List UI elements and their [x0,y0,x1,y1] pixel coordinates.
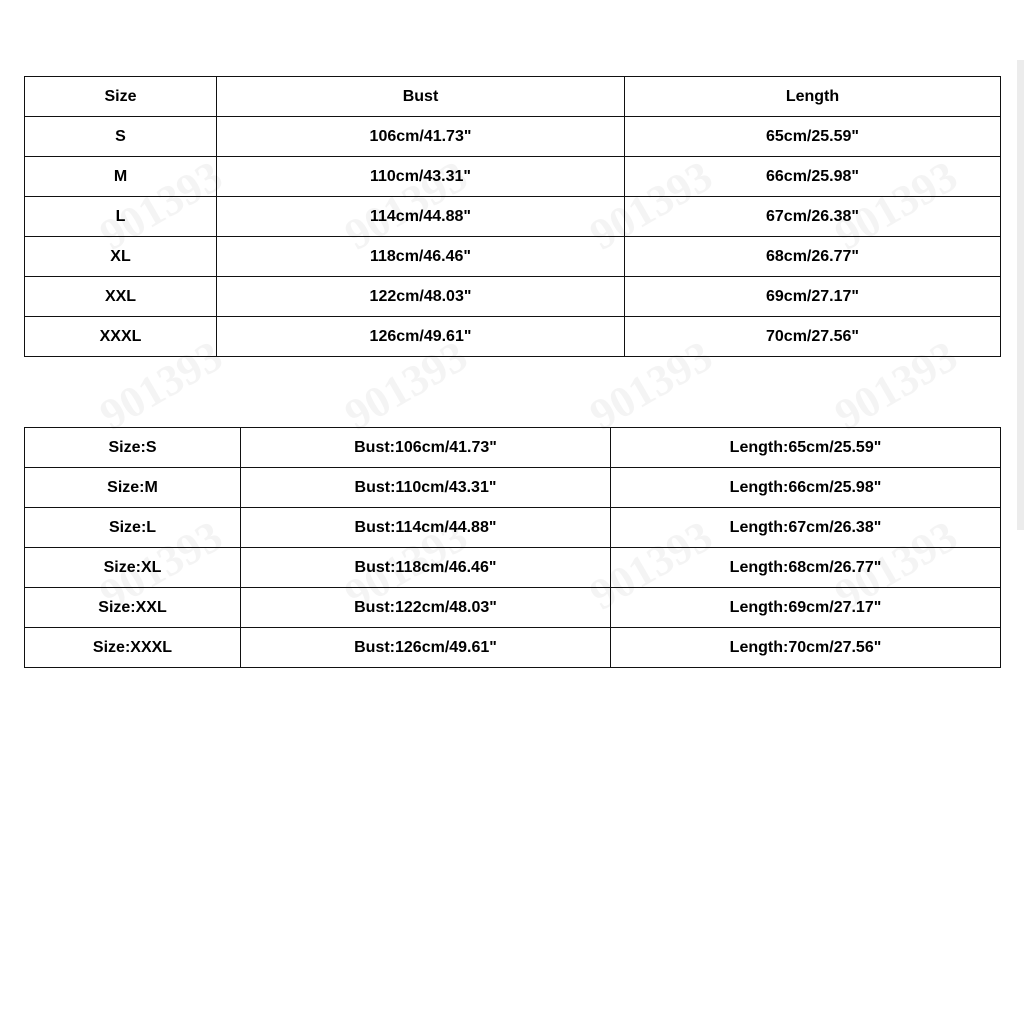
right-edge-strip [1017,60,1024,530]
table-row [25,277,1001,317]
bust-cell: Bust:106cm/41.73" [241,428,611,468]
length-cell: 65cm/25.59" [625,117,1001,157]
length-cell: 68cm/26.77" [625,237,1001,277]
bust-cell: Bust:118cm/46.46" [241,548,611,588]
size-cell: S [25,117,217,157]
table-row [25,588,1001,628]
table-row [25,157,1001,197]
table-row [25,468,1001,508]
table-row [25,237,1001,277]
size-chart-labeled-table [24,427,1001,668]
bust-cell: 114cm/44.88" [217,197,625,237]
bust-cell: 110cm/43.31" [217,157,625,197]
header-length: Length [625,77,1001,117]
size-cell: M [25,157,217,197]
size-cell: XXL [25,277,217,317]
table-row [25,197,1001,237]
size-chart-table [24,76,1001,357]
size-cell: Size:S [25,428,241,468]
length-cell: 66cm/25.98" [625,157,1001,197]
table-header-row [25,77,1001,117]
length-cell: Length:65cm/25.59" [611,428,1001,468]
length-cell: Length:69cm/27.17" [611,588,1001,628]
bust-cell: 118cm/46.46" [217,237,625,277]
table-row [25,428,1001,468]
bust-cell: Bust:122cm/48.03" [241,588,611,628]
header-size: Size [25,77,217,117]
length-cell: 70cm/27.56" [625,317,1001,357]
bust-cell: Bust:110cm/43.31" [241,468,611,508]
header-bust: Bust [217,77,625,117]
bust-cell: Bust:126cm/49.61" [241,628,611,668]
table-row [25,628,1001,668]
size-cell: Size:L [25,508,241,548]
size-cell: Size:XL [25,548,241,588]
bust-cell: 122cm/48.03" [217,277,625,317]
bust-cell: 126cm/49.61" [217,317,625,357]
table-row [25,117,1001,157]
table-row [25,317,1001,357]
length-cell: 69cm/27.17" [625,277,1001,317]
length-cell: Length:67cm/26.38" [611,508,1001,548]
length-cell: Length:68cm/26.77" [611,548,1001,588]
length-cell: Length:70cm/27.56" [611,628,1001,668]
size-cell: L [25,197,217,237]
table-row [25,508,1001,548]
table-row [25,548,1001,588]
size-cell: Size:M [25,468,241,508]
size-cell: XL [25,237,217,277]
bust-cell: Bust:114cm/44.88" [241,508,611,548]
size-cell: XXXL [25,317,217,357]
bust-cell: 106cm/41.73" [217,117,625,157]
size-cell: Size:XXXL [25,628,241,668]
length-cell: Length:66cm/25.98" [611,468,1001,508]
length-cell: 67cm/26.38" [625,197,1001,237]
size-cell: Size:XXL [25,588,241,628]
